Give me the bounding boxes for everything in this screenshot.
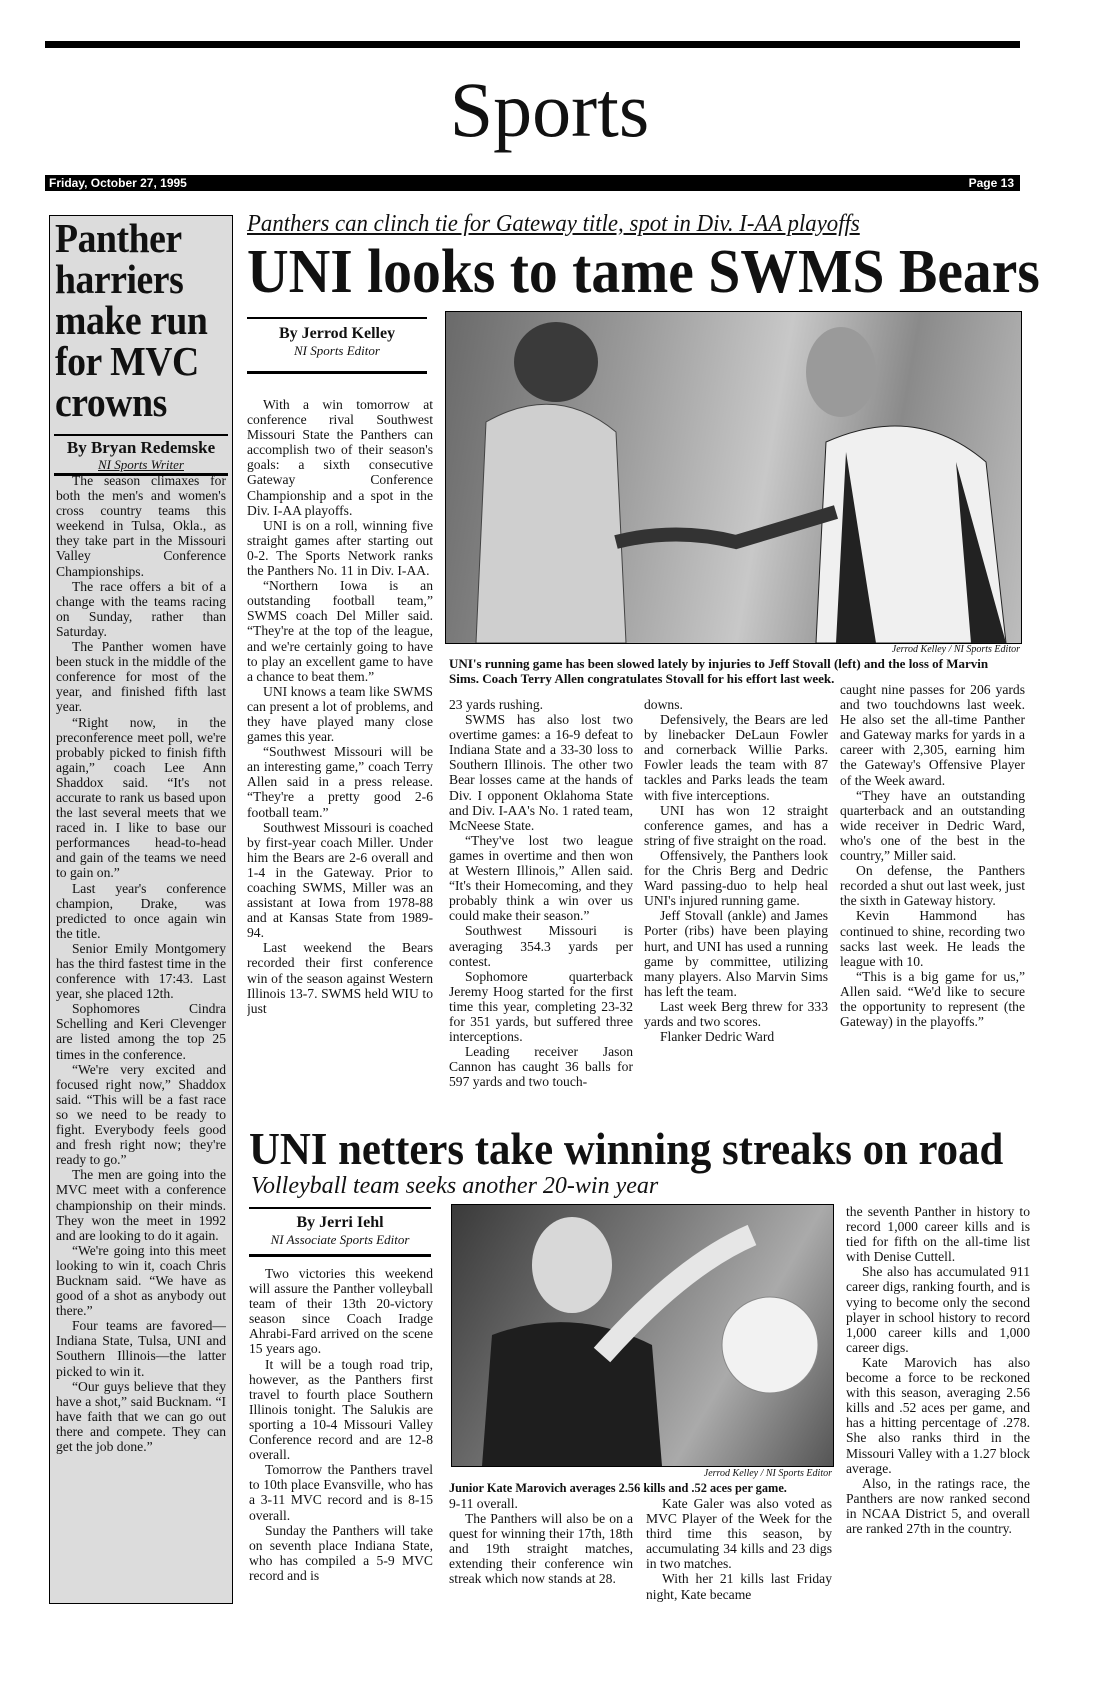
article-paragraph: “Southwest Missouri will be an interesting game,” coach Terry Allen said in a press release. “They're a pretty good 2-6 football team.” xyxy=(247,744,433,820)
article-paragraph: 9-11 overall. xyxy=(449,1496,518,1511)
article-paragraph: Leading receiver Jason Cannon has caught 36 balls for 597 yards and two touch- xyxy=(449,1044,633,1090)
article-paragraph: Last year's conference champion, Drake, was predicted to once again win the title. xyxy=(56,880,226,941)
article-paragraph: “This is a big game for us,” Allen said. “We'd like to secure the opportunity to represent (the Gateway) in the playoffs.” xyxy=(840,968,1025,1030)
article-paragraph: With a win tomorrow at conference rival Southwest Missouri State the Panthers can accomplish two of their season's goals: a sixth consecutive Gateway Conference Championship and a spot in the Div. I-AA playoffs. xyxy=(247,397,433,518)
article-paragraph: “Our guys believe that they have a shot,” said Bucknam. “I have faith that we can go out there and compete. They can get the job done.” xyxy=(56,1378,226,1454)
volleyball-byline xyxy=(249,1207,431,1257)
article-paragraph: The season climaxes for both the men's and women's cross country teams this weekend in Tulsa, Okla., as they take part in the Missouri Valley Conference Championships. xyxy=(56,473,226,579)
article-paragraph: 23 yards rushing. xyxy=(449,697,544,712)
football-headline: UNI looks to tame SWMS Bears xyxy=(247,238,1040,306)
article-paragraph: Jeff Stovall (ankle) and James Porter (ribs) have been playing hurt, and UNI has used a running game by committee, utilizing many players. Also Marvin Sims has left the team. xyxy=(644,908,828,999)
article-paragraph: “We're going into this meet looking to win it, coach Chris Bucknam said. “We have as good of a shot as anybody out there.” xyxy=(56,1242,226,1319)
article-paragraph: Sophomores Cindra Schelling and Keri Clevenger are listed among the top 25 times in the conference. xyxy=(56,1001,226,1062)
article-paragraph: Kate Marovich has also become a force to be reckoned with this season, averaging 2.56 kills and .52 aces per game, and has a hitting percentage of .278. She also ranks third in the Missouri Valley with a 1.27 block average. xyxy=(846,1354,1030,1476)
article-paragraph: Senior Emily Montgomery has the third fastest time in the conference with 17:43. Last year, she placed 12th. xyxy=(56,940,226,1002)
photo-caption: UNI's running game has been slowed lately by injuries to Jeff Stovall (left) and the loss of Marvin Sims. Coach Terry Allen congratulates Stovall for his effort last week. xyxy=(449,656,989,686)
football-photo xyxy=(445,311,1022,644)
article-paragraph: Offensively, the Panthers look for the Chris Berg and Dedric Ward passing-duo to help heal UNI's injured running game. xyxy=(644,847,828,909)
byline-role: NI Sports Writer xyxy=(98,457,184,472)
photo-credit: Jerrod Kelley / NI Sports Editor xyxy=(703,1468,832,1479)
photo-credit: Jerrod Kelley / NI Sports Editor xyxy=(891,644,1020,655)
volleyball-subhead: Volleyball team seeks another 20-win year xyxy=(251,1173,659,1199)
article-paragraph: “They have an outstanding quarterback and an outstanding wide receiver in Dedric Ward, who's one of the best in the country,” Miller said. xyxy=(840,787,1025,864)
article-paragraph: Southwest Missouri is coached by first-year coach Miller. Under him the Bears are 2-6 overall and 1-4 in the Gateway. Prior to coaching SWMS, Miller was an assistant at Iowa from 1978-88 and at Kansas State from 1989-94. xyxy=(247,819,433,941)
top-rule xyxy=(45,41,1020,48)
harriers-byline xyxy=(54,434,228,476)
harriers-headline: Panther harriers make run for MVC crowns xyxy=(55,215,208,425)
article-paragraph: Flanker Dedric Ward xyxy=(660,1029,775,1045)
article-column xyxy=(249,1266,433,1611)
article-paragraph: Last week Berg threw for 333 yards and two scores. xyxy=(644,998,828,1029)
article-column xyxy=(56,473,226,1598)
article-paragraph: The Panther women have been stuck in the middle of the conference for most of the year, and finished fifth last year. xyxy=(56,639,226,715)
dateline-bar xyxy=(45,175,1020,191)
article-paragraph: the seventh Panther in history to record 1,000 career kills and is tied for fifth on the all-time list with Denise Cuttell. xyxy=(846,1204,1030,1265)
article-column xyxy=(840,682,1025,1123)
article-paragraph: “We're very excited and focused right now,” Shaddox said. “This will be a fast race so we need to be ready to fight. Everybody feels good and fresh right now; they're ready to go.” xyxy=(56,1061,226,1168)
byline-name: By Jerri Iehl xyxy=(296,1214,384,1231)
article-column xyxy=(846,1204,1030,1604)
article-paragraph: Four teams are favored—Indiana State, Tulsa, UNI and Southern Illinois—the latter picked to win it. xyxy=(56,1318,226,1379)
article-paragraph: “They've lost two league games in overtime and then won at Western Illinois,” Allen said. “It's their Homecoming, and they probably think a win over us could make their season.” xyxy=(449,832,633,924)
article-paragraph: Last weekend the Bears recorded their first conference win of the season against Western Illinois 13-7. SWMS held WIU to just xyxy=(247,940,433,1016)
article-paragraph: It will be a tough road trip, however, as the Panthers first travel to fourth place Southern Illinois tonight. The Salukis are sporting a 10-4 Missouri Valley Conference record and are 12-8 overall. xyxy=(249,1356,433,1463)
handshake-photo-illustration xyxy=(446,312,1021,643)
article-paragraph: Kevin Hammond has continued to shine, recording two sacks last week. He leads the league with 10. xyxy=(840,908,1025,969)
article-paragraph: The race offers a bit of a change with the teams racing on Sunday, rather than Saturday. xyxy=(56,578,226,639)
article-paragraph: Defensively, the Bears are led by linebacker DeLaun Fowler and cornerback Willie Parks. Fowler leads the team with 87 tackles and Parks leads the team with five interceptions. xyxy=(644,712,828,803)
article-column xyxy=(449,1496,633,1606)
article-column xyxy=(449,697,633,1123)
article-paragraph: The men are going into the MVC meet with a conference championship on their minds. They won the meet in 1992 and are looking to do it again. xyxy=(56,1167,226,1243)
harriers-sidebar xyxy=(49,215,233,1604)
byline-name: By Jerrod Kelley xyxy=(278,325,396,342)
article-paragraph: She also has accumulated 911 career digs, ranking fourth, and is vying to become only the second player in school history to record 1,000 career kills and 1,000 career digs. xyxy=(846,1264,1030,1355)
byline-name: By Bryan Redemske xyxy=(66,438,216,457)
article-paragraph: The Panthers will also be on a quest for winning their 17th, 18th and 19th straight matches, extending their conference win streak which now stands at 28. xyxy=(449,1511,633,1587)
article-paragraph: Sophomore quarterback Jeremy Hoog started for the first time this year, completing 23-32 for 351 yards, but suffered three interceptions. xyxy=(449,968,633,1045)
football-byline xyxy=(247,317,427,374)
byline-role: NI Associate Sports Editor xyxy=(270,1232,410,1247)
article-column xyxy=(646,1496,832,1606)
article-paragraph: Southwest Missouri is averaging 354.3 yards per contest. xyxy=(449,923,633,969)
article-paragraph: Also, in the ratings race, the Panthers are now ranked second in NCAA District 5, and overall are ranked 27th in the country. xyxy=(846,1475,1030,1536)
article-paragraph: On defense, the Panthers recorded a shut out last week, just the sixth in Gateway history. xyxy=(840,863,1025,909)
volleyball-player-photo-illustration xyxy=(452,1205,833,1466)
byline-role: NI Sports Editor xyxy=(294,343,380,358)
page-number: Page 13 xyxy=(968,176,1014,190)
football-kicker: Panthers can clinch tie for Gateway title, spot in Div. I-AA playoffs xyxy=(247,211,860,237)
volleyball-headline: UNI netters take winning streaks on road xyxy=(249,1123,1004,1174)
article-paragraph: Two victories this weekend will assure the Panther volleyball team of their 13th 20-victory season since Coach Iradge Ahrabi-Fard arrived on the scene 15 years ago. xyxy=(249,1266,433,1357)
article-paragraph: “Northern Iowa is an outstanding football team,” SWMS coach Del Miller said. “They're at the top of the league, and we're certainly going to have to play an excellent game to have a chance to beat them.” xyxy=(247,578,433,684)
issue-date: Friday, October 27, 1995 xyxy=(49,176,187,190)
article-paragraph: “Right now, in the preconference meet poll, we're probably picked to finish fifth again,” coach Lee Ann Shaddox said. “It's not accurate to rank us based upon the last several meets that we raced in. I like to base our performances head-to-head and gain of the teams we need to gain on.” xyxy=(56,714,226,881)
article-column xyxy=(644,697,828,1123)
volleyball-photo xyxy=(451,1204,834,1467)
article-paragraph: UNI is on a roll, winning five straight games after starting out 0-2. The Sports Network ranks the Panthers No. 11 in Div. I-AA. xyxy=(247,517,433,579)
section-title: Sports xyxy=(449,66,650,153)
article-column xyxy=(247,397,433,1125)
article-paragraph: Sunday the Panthers will take on seventh place Indiana State, who has compiled a 5-9 MVC record and is xyxy=(249,1522,433,1583)
article-paragraph: caught nine passes for 206 yards and two touchdowns last week. He also set the all-time Panther and Gateway marks for yards in a career with 2,305, earning him the Gateway's Offensive Player of the Week award. xyxy=(840,682,1025,788)
article-paragraph: SWMS has also lost two overtime games: a 16-9 defeat to Indiana State and a 33-30 loss to Southern Illinois. The other two Bear losses came at the hands of Div. I opponent Oklahoma State and Div. I-AA's No. 1 rated team, McNeese State. xyxy=(449,712,633,833)
article-paragraph: UNI has won 12 straight conference games, and has a string of five straight on the road. xyxy=(644,802,828,848)
article-paragraph: With her 21 kills last Friday night, Kate became xyxy=(646,1571,832,1602)
article-paragraph: UNI knows a team like SWMS can present a lot of problems, and they have played many close games this year. xyxy=(247,683,433,745)
photo-caption: Junior Kate Marovich averages 2.56 kills and .52 aces per game. xyxy=(449,1480,787,1495)
article-paragraph: Tomorrow the Panthers travel to 10th place Evansville, who has a 3-11 MVC record and is 8-15 overall. xyxy=(249,1462,433,1523)
article-paragraph: downs. xyxy=(644,697,683,712)
article-paragraph: Kate Galer was also voted as MVC Player of the Week for the third time this season, by accumulating 34 kills and 23 digs in two matches. xyxy=(646,1496,832,1572)
